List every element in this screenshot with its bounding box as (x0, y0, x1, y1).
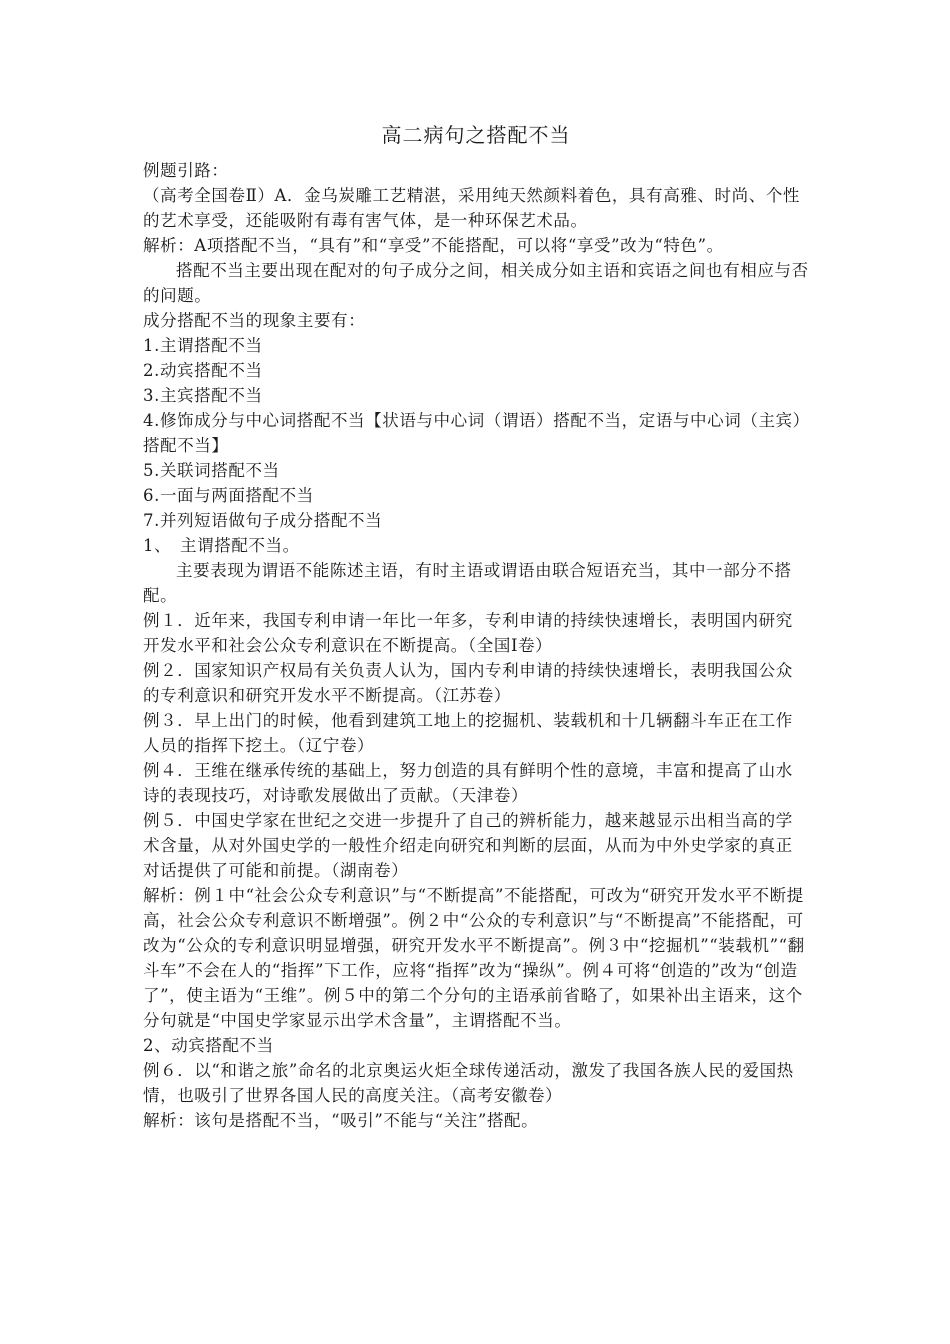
paragraph: 例５．中国史学家在世纪之交进一步提升了自己的辨析能力，越来越显示出相当高的学术含量，从对外国史学的一般性介绍走向研究和判断的层面，从而为中外史学家的真正对话提供了可能和前提。（湖南卷） (143, 811, 793, 880)
paragraph: 例４．王维在继承传统的基础上，努力创造的具有鲜明个性的意境，丰富和提高了山水诗的表现技巧，对诗歌发展做出了贡献。（天津卷） (143, 761, 793, 805)
paragraph: 6.一面与两面搭配不当 (143, 486, 314, 505)
paragraph: 解析：A项搭配不当，“具有”和“享受”不能搭配，可以将“享受”改为“特色”。 (143, 236, 724, 255)
paragraph: 例２．国家知识产权局有关负责人认为，国内专利申请的持续快速增长，表明我国公众的专利意识和研究开发水平不断提高。（江苏卷） (143, 661, 793, 705)
paragraph: 主要表现为谓语不能陈述主语，有时主语或谓语由联合短语充当，其中一部分不搭配。 (143, 561, 792, 605)
document-body (143, 118, 809, 1133)
paragraph: 例题引路： (143, 161, 229, 180)
paragraph: 例３．早上出门的时候，他看到建筑工地上的挖掘机、装载机和十几辆翻斗车正在工作人员的指挥下挖土。（辽宁卷） (143, 711, 793, 755)
paragraph: 3.主宾搭配不当 (143, 386, 263, 405)
paragraph: 例１．近年来，我国专利申请一年比一年多，专利申请的持续快速增长，表明国内研究开发水平和社会公众专利意识在不断提高。（全国Ⅰ卷） (143, 611, 793, 655)
paragraph-list (143, 158, 809, 1133)
paragraph: （高考全国卷Ⅱ）A．金乌炭雕工艺精湛，采用纯天然颜料着色，具有高雅、时尚、个性的艺术享受，还能吸附有毒有害气体，是一种环保艺术品。 (143, 186, 801, 230)
paragraph: 解析：例１中“社会公众专利意识”与“不断提高”不能搭配，可改为“研究开发水平不断提高，社会公众专利意识不断增强”。例２中“公众的专利意识”与“不断提高”不能搭配，可改为“公众的专利意识明显增强，研究开发水平不断提高”。例３中“挖掘机”“装载机”“翻斗车”不会在人的“指挥”下工作，应将“指挥”改为“操纵”。例４可将“创造的”改为“创造了”，使主语为“王维”。例５中的第二个分句的主语承前省略了，如果补出主语来，这个分句就是“中国史学家显示出学术含量”，主谓搭配不当。 (143, 886, 805, 1030)
paragraph: 1、 主谓搭配不当。 (143, 536, 300, 555)
paragraph: 7.并列短语做句子成分搭配不当 (143, 511, 383, 530)
paragraph: 5.关联词搭配不当 (143, 461, 280, 480)
paragraph: 搭配不当主要出现在配对的句子成分之间，相关成分如主语和宾语之间也有相应与否的问题。 (143, 261, 809, 305)
paragraph: 4.修饰成分与中心词搭配不当【状语与中心词（谓语）搭配不当，定语与中心词（主宾）搭配不当】 (143, 411, 802, 455)
paragraph: 例６．以“和谐之旅”命名的北京奥运火炬全球传递活动，激发了我国各族人民的爱国热情，也吸引了世界各国人民的高度关注。（高考安徽卷） (143, 1061, 794, 1105)
paragraph: 2.动宾搭配不当 (143, 361, 263, 380)
paragraph: 1.主谓搭配不当 (143, 336, 263, 355)
page-title: 高二病句之搭配不当 (381, 123, 571, 147)
paragraph: 成分搭配不当的现象主要有： (143, 311, 366, 330)
paragraph: 2、动宾搭配不当 (143, 1036, 274, 1055)
paragraph: 解析：该句是搭配不当，“吸引”不能与“关注”搭配。 (143, 1111, 539, 1130)
